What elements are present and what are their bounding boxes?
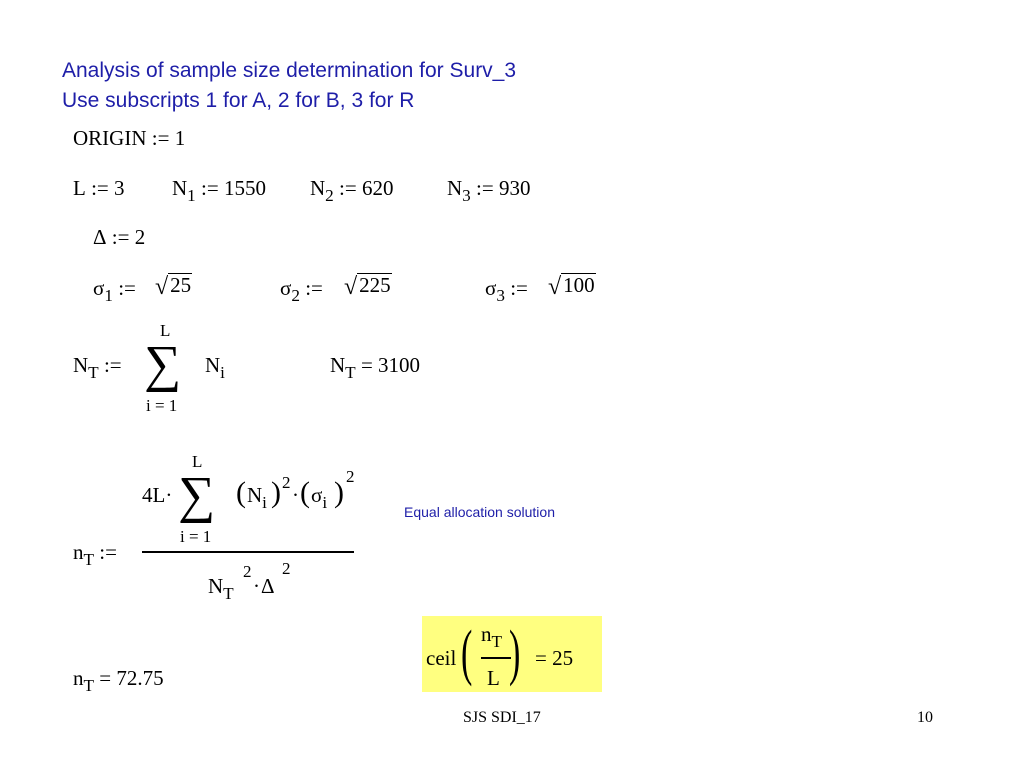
slide-title-line-1: Analysis of sample size determination for Surv_3	[62, 59, 517, 82]
sigma3-symbol: σ	[485, 276, 497, 300]
NT-sum-lower-limit: i = 1	[146, 396, 178, 415]
NT-term-symbol: N	[205, 353, 221, 377]
nT-def-lhs	[73, 540, 117, 569]
nT-denominator-N-exponent: 2	[243, 562, 252, 581]
nT-paren-close-1: )	[271, 476, 281, 509]
sigma3-sqrt	[548, 273, 596, 300]
sigma3-lhs	[485, 276, 528, 305]
sigma2-sqrt	[344, 273, 392, 300]
NT-result-symbol: N	[330, 353, 346, 377]
ceil-numerator-symbol: n	[481, 622, 492, 646]
ceil-result	[535, 648, 573, 669]
NT-def-symbol: N	[73, 353, 89, 377]
NT-result-equals: =	[360, 353, 373, 377]
sqrt-icon: √	[344, 274, 358, 300]
nT-sigma-subscript: i	[322, 492, 328, 512]
N3-value: 930	[498, 176, 531, 200]
nT-N-symbol: N	[247, 483, 263, 507]
origin-value: 1	[174, 126, 186, 150]
nT-N-i	[247, 483, 267, 512]
nT-N-subscript: i	[262, 492, 267, 512]
L-assign: :=	[91, 176, 109, 200]
N3-assign: :=	[476, 176, 494, 200]
N1-value: 1550	[223, 176, 266, 200]
sigma1-assign: :=	[118, 276, 136, 300]
delta-assign: :=	[111, 225, 130, 249]
footer-label: SJS SDI_17	[463, 709, 541, 726]
nT-coefficient: 4L·	[142, 483, 173, 507]
ceil-paren-open: (	[461, 619, 473, 687]
sqrt-icon: √	[155, 274, 169, 300]
sigma1-sqrt	[155, 273, 192, 300]
NT-def-assign: :=	[103, 353, 122, 377]
sigma3-radicand: 100	[563, 273, 595, 297]
ceil-function: ceil	[426, 646, 457, 670]
L-value: 3	[114, 176, 125, 200]
slide-title-line-2: Use subscripts 1 for A, 2 for B, 3 for R	[62, 89, 415, 112]
sqrt-icon: √	[548, 274, 562, 300]
ceil-denominator: L	[487, 666, 500, 690]
N1-symbol: N	[172, 176, 188, 200]
NT-def-lhs	[73, 353, 122, 382]
nT-denominator-N-subscript: T	[223, 583, 234, 603]
nT-sum-upper-limit: L	[192, 452, 203, 471]
sigma2-subscript: 2	[291, 285, 300, 305]
N3-equation	[447, 176, 531, 205]
nT-sigma-exponent: 2	[346, 467, 355, 486]
nT-result-value: 72.75	[116, 666, 164, 690]
NT-term-subscript: i	[220, 362, 225, 382]
nT-result	[73, 666, 164, 695]
sigma2-lhs	[280, 276, 323, 305]
NT-def-subscript: T	[88, 362, 99, 382]
sigma2-symbol: σ	[280, 276, 292, 300]
L-equation	[73, 178, 125, 199]
nT-denominator-N	[208, 574, 234, 603]
nT-denominator-N-symbol: N	[208, 574, 224, 598]
nT-sum-symbol: ∑	[178, 467, 216, 524]
delta-symbol: Δ	[93, 225, 107, 249]
ceil-numerator-subscript: T	[491, 631, 503, 651]
nT-sigma-i	[311, 483, 328, 512]
N2-assign: :=	[339, 176, 357, 200]
ceil-value: 25	[552, 646, 574, 670]
N1-assign: :=	[201, 176, 219, 200]
N2-symbol: N	[310, 176, 326, 200]
page-number: 10	[917, 709, 933, 726]
nT-denominator-delta: Δ	[261, 574, 275, 598]
nT-def-symbol: n	[73, 540, 84, 564]
delta-equation	[93, 227, 145, 248]
N2-equation	[310, 176, 394, 205]
L-name: L	[73, 176, 86, 200]
nT-dot: ·	[292, 483, 299, 507]
NT-sum-symbol: ∑	[144, 336, 182, 393]
nT-result-symbol: n	[73, 666, 84, 690]
N2-subscript: 2	[325, 185, 334, 205]
nT-sigma-symbol: σ	[311, 483, 323, 507]
N3-symbol: N	[447, 176, 463, 200]
nT-denominator-dot: ·	[253, 574, 260, 598]
origin-assign: :=	[151, 126, 170, 150]
NT-result-value: 3100	[378, 353, 421, 377]
NT-sum-term	[205, 353, 225, 382]
NT-sum-upper-limit: L	[160, 321, 171, 340]
nT-paren-open-2: (	[300, 476, 310, 509]
sigma2-assign: :=	[305, 276, 323, 300]
N1-equation	[172, 176, 266, 205]
N3-subscript: 3	[462, 185, 471, 205]
N2-value: 620	[361, 176, 394, 200]
origin-equation	[73, 128, 185, 149]
nT-denominator-delta-exponent: 2	[282, 559, 291, 578]
N1-subscript: 1	[187, 185, 196, 205]
origin-name: ORIGIN	[73, 126, 147, 150]
NT-result-subscript: T	[345, 362, 356, 382]
nT-paren-close-2: )	[334, 476, 344, 509]
ceil-fraction-bar	[481, 657, 511, 659]
allocation-note: Equal allocation solution	[404, 504, 555, 520]
nT-def-assign: :=	[99, 540, 117, 564]
delta-value: 2	[134, 225, 146, 249]
sigma2-radicand: 225	[359, 273, 391, 297]
ceil-paren-close: )	[509, 619, 521, 687]
nT-N-exponent: 2	[282, 473, 291, 492]
NT-result	[330, 353, 421, 382]
sigma3-subscript: 3	[496, 285, 505, 305]
nT-paren-open-1: (	[236, 476, 246, 509]
ceil-numerator	[481, 622, 503, 651]
ceil-equals: =	[535, 646, 547, 670]
sigma3-assign: :=	[510, 276, 528, 300]
nT-result-equals: =	[99, 666, 112, 690]
sigma1-lhs	[93, 276, 136, 305]
nT-result-subscript: T	[83, 675, 95, 695]
nT-sum-lower-limit: i = 1	[180, 527, 212, 546]
nT-def-subscript: T	[83, 549, 95, 569]
sigma1-subscript: 1	[104, 285, 113, 305]
sigma1-radicand: 25	[170, 273, 192, 297]
sigma1-symbol: σ	[93, 276, 105, 300]
nT-fraction-bar	[142, 551, 354, 553]
